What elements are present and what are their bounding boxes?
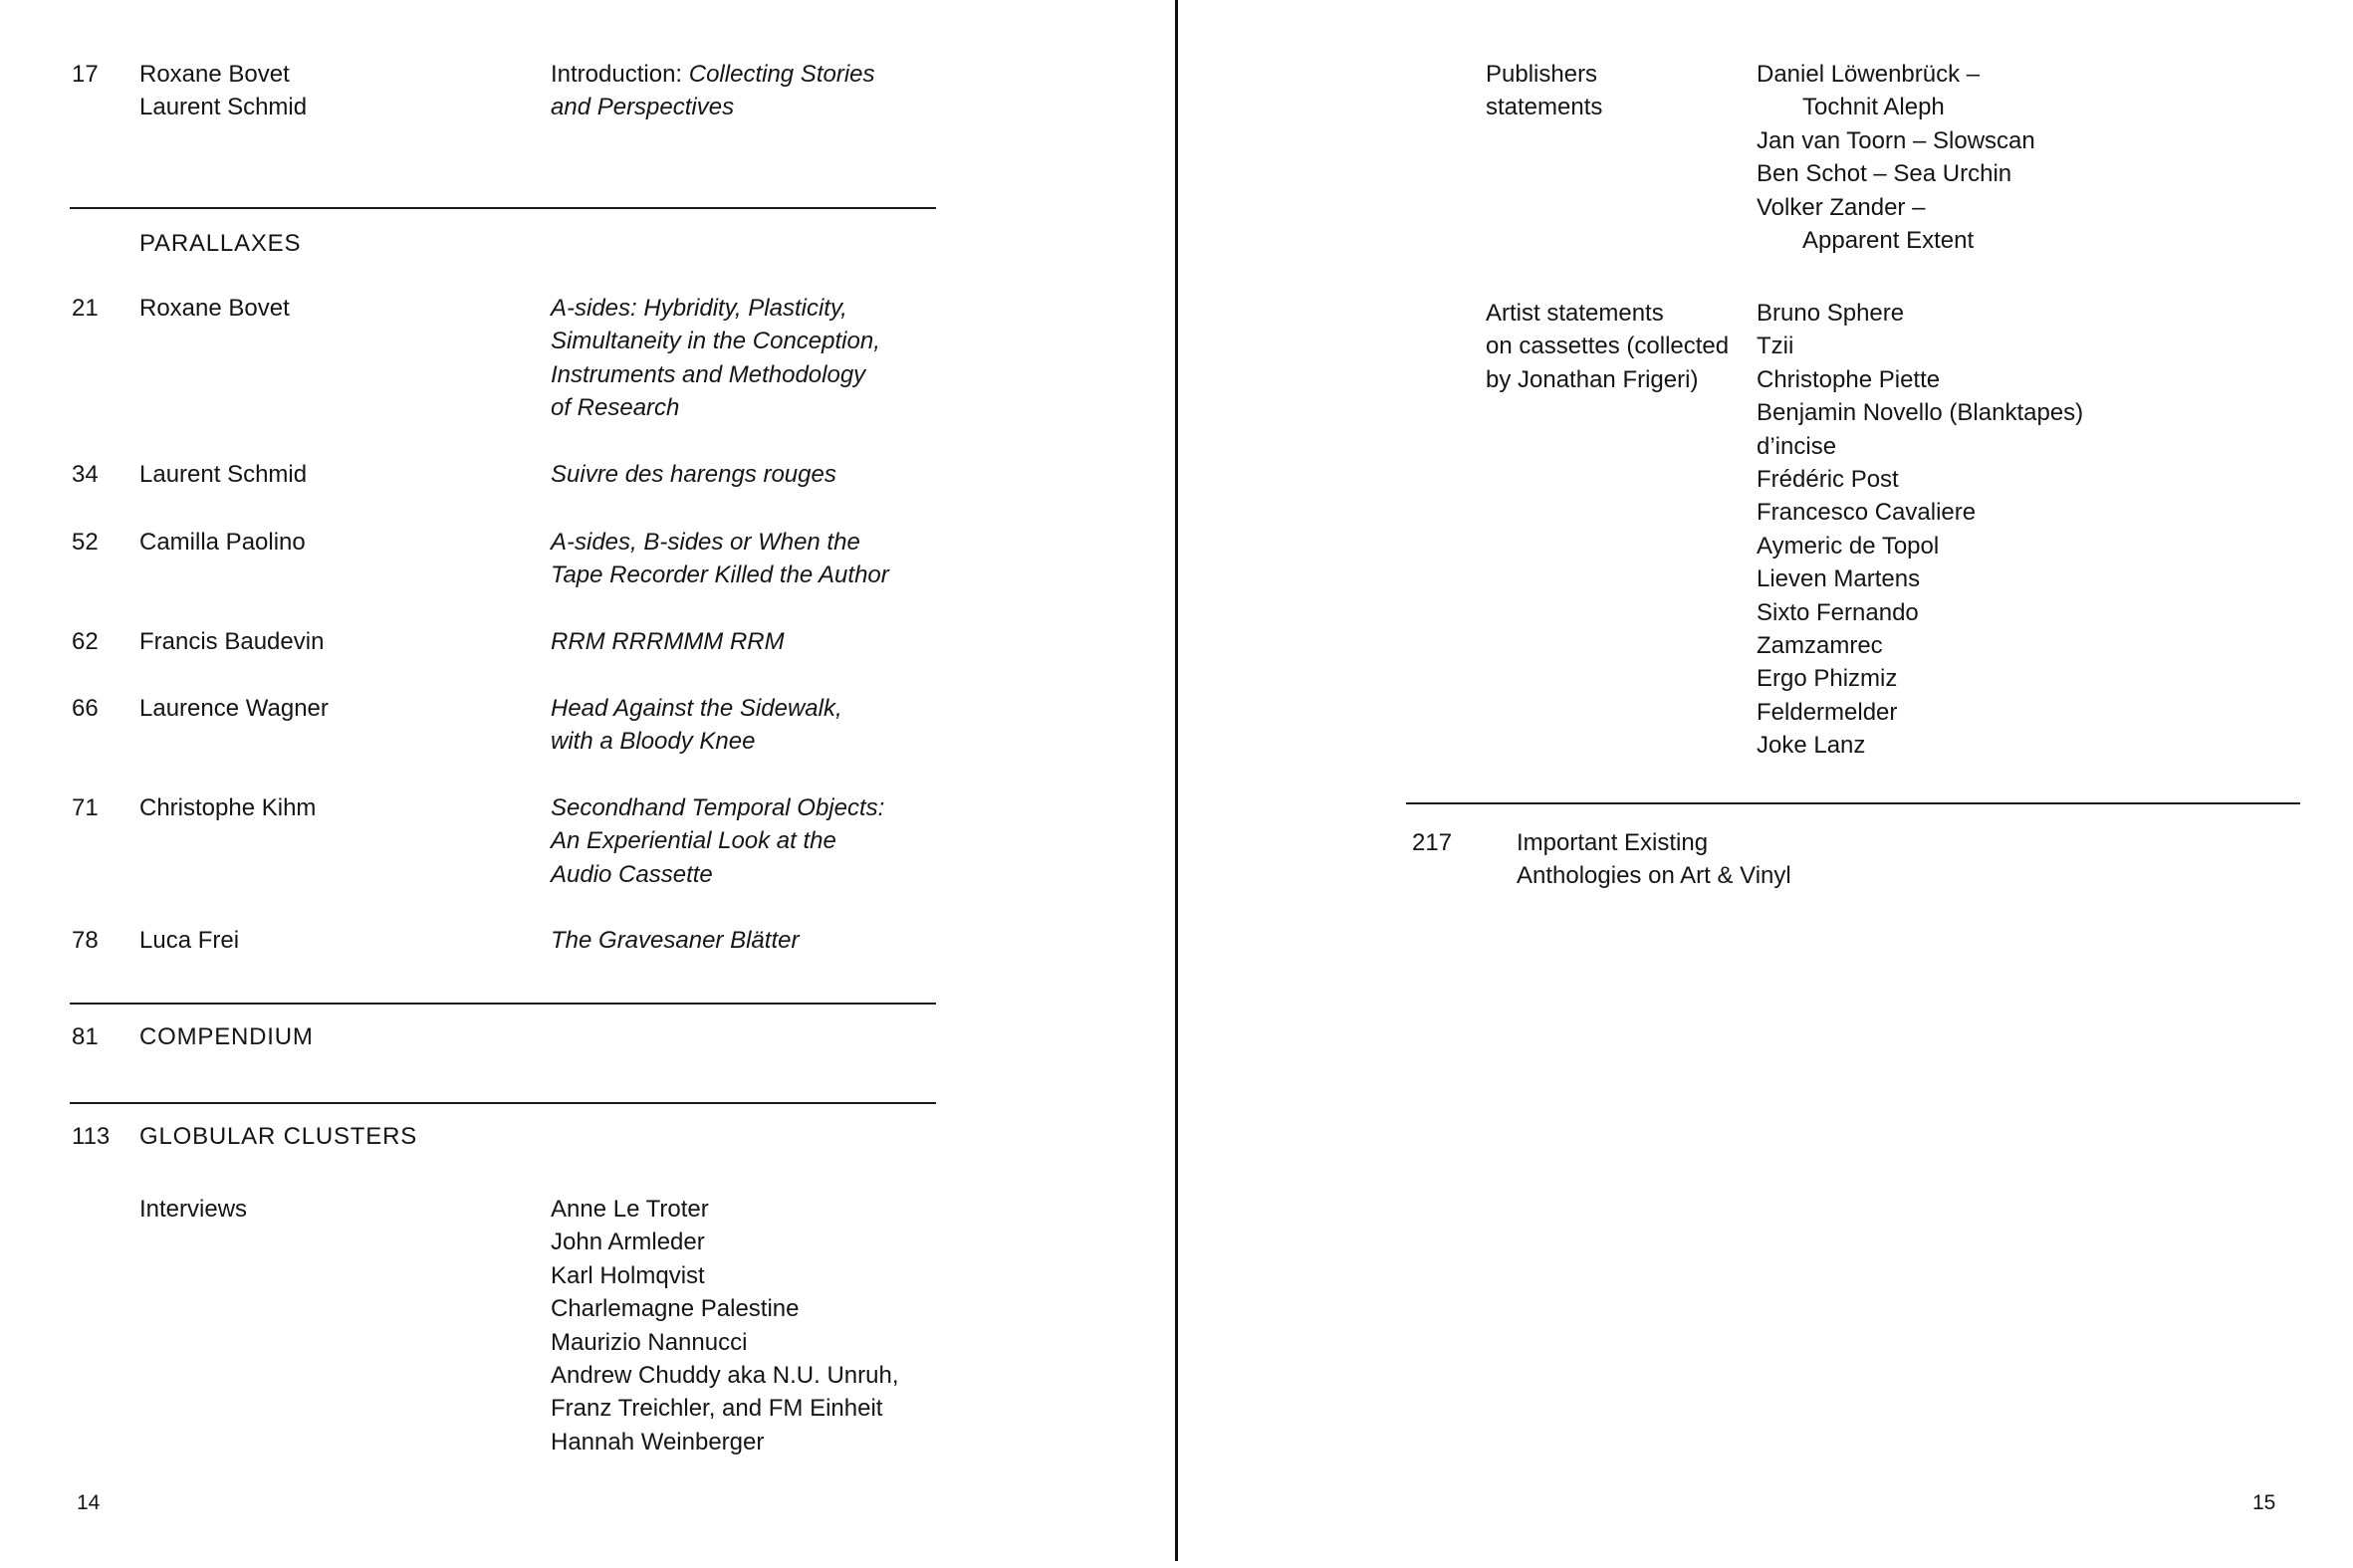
entry-title-line: An Experiential Look at the [551, 827, 836, 855]
list-item: Andrew Chuddy aka N.U. Unruh, [551, 1362, 899, 1390]
list-item: Charlemagne Palestine [551, 1295, 800, 1323]
entry-number: 34 [72, 461, 99, 488]
artist-label-line: Artist statements [1486, 300, 1664, 327]
entry-author: Francis Baudevin [139, 628, 325, 655]
entry-title-line: Head Against the Sidewalk, [551, 695, 842, 722]
list-item: Aymeric de Topol [1757, 532, 1940, 560]
list-item: Bruno Sphere [1757, 300, 1905, 327]
publisher-item: Apparent Extent [1802, 227, 1975, 255]
entry-title-line: Anthologies on Art & Vinyl [1517, 862, 1791, 890]
entry-number: 71 [72, 794, 99, 821]
entry-title-line: Secondhand Temporal Objects: [551, 794, 885, 821]
list-item: Francesco Cavaliere [1757, 499, 1977, 527]
list-item: Sixto Fernando [1757, 598, 1919, 626]
list-item: Franz Treichler, and FM Einheit [551, 1395, 883, 1423]
list-item: Feldermelder [1757, 698, 1898, 726]
entry-title-line: Audio Cassette [551, 860, 713, 888]
entry-title-line: Simultaneity in the Conception, [551, 328, 880, 355]
entry-author: Luca Frei [139, 927, 240, 954]
list-item: Tzii [1757, 333, 1794, 360]
publishers-label-line: Publishers [1486, 61, 1598, 88]
entry-author: Roxane Bovet [139, 61, 290, 88]
section-rule [70, 1102, 936, 1104]
entry-title-line: A-sides: Hybridity, Plasticity, [551, 295, 847, 322]
list-item: John Armleder [551, 1229, 705, 1256]
entry-author: Camilla Paolino [139, 529, 306, 556]
entry-author: Laurence Wagner [139, 695, 329, 722]
publisher-item: Daniel Löwenbrück – [1757, 61, 1981, 88]
section-rule [70, 207, 936, 209]
section-heading: PARALLAXES [139, 230, 302, 257]
list-item: d’incise [1757, 432, 1837, 460]
entry-title-line: Important Existing [1517, 829, 1709, 856]
entry-number: 17 [72, 61, 99, 88]
list-item: Lieven Martens [1757, 565, 1921, 593]
page-gutter-divider [1175, 0, 1178, 1561]
entry-title-line: Tape Recorder Killed the Author [551, 561, 889, 589]
section-rule [1406, 802, 2300, 804]
interviews-names [551, 1193, 999, 1458]
publisher-item: Volker Zander – [1757, 193, 1926, 221]
entry-number: 217 [1412, 829, 1453, 856]
page-number-left: 14 [77, 1491, 101, 1514]
entry-number: 66 [72, 695, 99, 722]
section-heading: GLOBULAR CLUSTERS [139, 1123, 418, 1150]
list-item: Zamzamrec [1757, 632, 1883, 660]
entry-number: 78 [72, 927, 99, 954]
list-item: Hannah Weinberger [551, 1428, 765, 1456]
publishers-label-line: statements [1486, 94, 1603, 121]
list-item: Frédéric Post [1757, 466, 1899, 494]
list-item: Benjamin Novello (Blanktapes) [1757, 399, 2084, 427]
list-item: Anne Le Troter [551, 1196, 709, 1223]
entry-number: 81 [72, 1023, 99, 1050]
page-number-right: 15 [2252, 1491, 2276, 1514]
entry-title-line: of Research [551, 394, 680, 422]
publisher-item: Tochnit Aleph [1802, 94, 1945, 121]
publisher-item: Jan van Toorn – Slowscan [1757, 126, 2035, 154]
list-item: Joke Lanz [1757, 732, 1866, 760]
entry-title-line: A-sides, B-sides or When the [551, 529, 860, 556]
entry-title-line: RRM RRRMMM RRM [551, 628, 785, 655]
artist-label-line: on cassettes (collected [1486, 333, 1730, 360]
section-heading: COMPENDIUM [139, 1023, 314, 1050]
entry-number: 62 [72, 628, 99, 655]
entry-number: 113 [72, 1123, 111, 1150]
entry-title-line: and Perspectives [551, 94, 735, 121]
list-item: Maurizio Nannucci [551, 1328, 748, 1356]
entry-author: Roxane Bovet [139, 295, 290, 322]
entry-author: Laurent Schmid [139, 461, 308, 488]
entry-title-line: Suivre des harengs rouges [551, 461, 836, 488]
entry-number: 52 [72, 529, 99, 556]
interviews-label: Interviews [139, 1196, 248, 1223]
section-rule [70, 1003, 936, 1005]
list-item: Christophe Piette [1757, 365, 1941, 393]
publisher-item: Ben Schot – Sea Urchin [1757, 160, 2012, 188]
entry-number: 21 [72, 295, 99, 322]
list-item: Karl Holmqvist [551, 1261, 705, 1289]
entry-author: Laurent Schmid [139, 94, 308, 121]
entry-title-line: Introduction: Collecting Stories [551, 61, 875, 88]
entry-title-line: The Gravesaner Blätter [551, 927, 800, 954]
entry-author: Christophe Kihm [139, 794, 317, 821]
artist-names [1757, 297, 2314, 763]
entry-title-line: Instruments and Methodology [551, 360, 866, 388]
list-item: Ergo Phizmiz [1757, 665, 1898, 693]
entry-title-line: with a Bloody Knee [551, 728, 756, 756]
artist-label-line: by Jonathan Frigeri) [1486, 365, 1699, 393]
